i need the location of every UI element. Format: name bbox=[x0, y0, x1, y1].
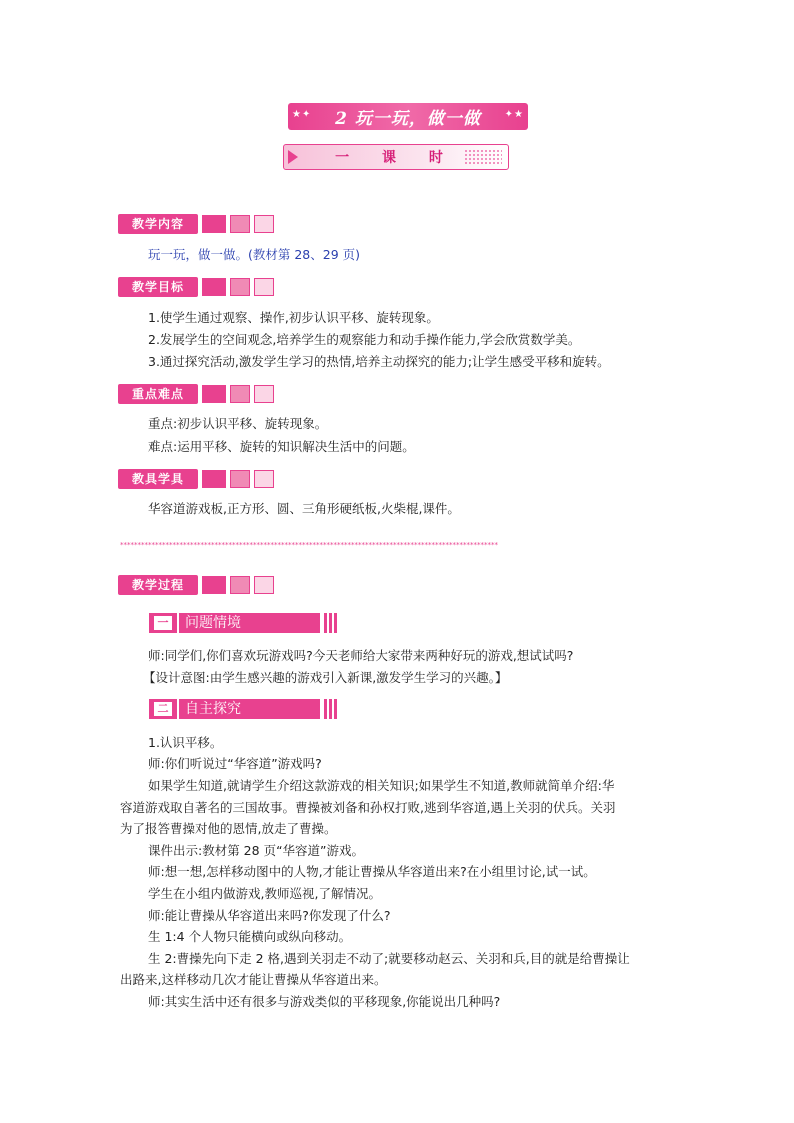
triangle-icon bbox=[288, 150, 298, 164]
stripe-decoration bbox=[322, 613, 337, 633]
decor-square bbox=[254, 385, 274, 403]
decor-square bbox=[202, 576, 226, 594]
section-label: 教学目标 bbox=[118, 277, 198, 297]
star-decoration-icon: ★✦ bbox=[292, 109, 312, 120]
star-decoration-icon: ✦★ bbox=[504, 109, 524, 120]
subsection-number: 一 bbox=[154, 616, 172, 630]
section-header-key bbox=[118, 383, 274, 404]
decor-square bbox=[202, 385, 226, 403]
dot-pattern-decoration bbox=[464, 149, 502, 165]
decor-square bbox=[230, 215, 250, 233]
stripe-decoration bbox=[322, 699, 337, 719]
subsection-header-1 bbox=[149, 613, 337, 633]
paragraph-line: 课件出示:教材第 28 页“华容道”游戏。 bbox=[148, 843, 365, 858]
section-label: 重点难点 bbox=[118, 384, 198, 404]
subsection-label: 问题情境 bbox=[179, 613, 320, 633]
goal-item: 3.通过探究活动,激发学生学习的热情,培养主动探究的能力;让学生感受平移和旋转。 bbox=[148, 354, 610, 369]
decor-square bbox=[230, 470, 250, 488]
paragraph-line: 生 1:4 个人物只能横向或纵向移动。 bbox=[148, 929, 352, 944]
paragraph-line: 为了报答曹操对他的恩情,放走了曹操。 bbox=[120, 821, 337, 836]
decor-square bbox=[254, 215, 274, 233]
paragraph-line: 师:同学们,你们喜欢玩游戏吗?今天老师给大家带来两种好玩的游戏,想试试吗? bbox=[148, 648, 574, 663]
decor-square bbox=[202, 215, 226, 233]
decor-square bbox=[230, 278, 250, 296]
decor-square bbox=[202, 278, 226, 296]
goal-item: 1.使学生通过观察、操作,初步认识平移、旋转现象。 bbox=[148, 310, 439, 325]
paragraph-line: 师:你们听说过“华容道”游戏吗? bbox=[148, 756, 322, 771]
section-header-content bbox=[118, 213, 274, 234]
decor-square bbox=[254, 470, 274, 488]
section-label: 教学内容 bbox=[118, 214, 198, 234]
decor-square bbox=[254, 576, 274, 594]
paragraph-line: 师:能让曹操从华容道出来吗?你发现了什么? bbox=[148, 908, 391, 923]
design-intent-line: 【设计意图:由学生感兴趣的游戏引入新课,激发学生学习的兴趣。】 bbox=[143, 670, 508, 685]
section-header-goals bbox=[118, 276, 274, 297]
section-label: 教学过程 bbox=[118, 575, 198, 595]
paragraph-line: 师:想一想,怎样移动图中的人物,才能让曹操从华容道出来?在小组里讨论,试一试。 bbox=[148, 864, 596, 879]
subsection-number: 二 bbox=[154, 702, 172, 716]
star-separator: ************************************************************************************************************ bbox=[120, 541, 498, 549]
key-item: 重点:初步认识平移、旋转现象。 bbox=[148, 416, 328, 431]
section-header-tools bbox=[118, 468, 274, 489]
key-item: 难点:运用平移、旋转的知识解决生活中的问题。 bbox=[148, 439, 415, 454]
decor-square bbox=[230, 576, 250, 594]
goal-item: 2.发展学生的空间观念,培养学生的观察能力和动手操作能力,学会欣赏数学美。 bbox=[148, 332, 581, 347]
content-text: 玩一玩，做一做。(教材第 28、29 页) bbox=[148, 247, 361, 262]
paragraph-line: 出路来,这样移动几次才能让曹操从华容道出来。 bbox=[120, 972, 387, 987]
decor-square bbox=[254, 278, 274, 296]
subsection-label: 自主探究 bbox=[179, 699, 320, 719]
lesson-label: 一 课 时 bbox=[335, 150, 457, 166]
subsection-number-box bbox=[149, 699, 177, 719]
paragraph-line: 容道游戏取自著名的三国故事。曹操被刘备和孙权打败,逃到华容道,遇上关羽的伏兵。关羽 bbox=[120, 800, 616, 815]
paragraph-line: 师:其实生活中还有很多与游戏类似的平移现象,你能说出几种吗? bbox=[148, 994, 501, 1009]
section-label: 教具学具 bbox=[118, 469, 198, 489]
decor-square bbox=[202, 470, 226, 488]
subsection-header-2 bbox=[149, 699, 337, 719]
title-banner bbox=[288, 103, 528, 130]
paragraph-line: 学生在小组内做游戏,教师巡视,了解情况。 bbox=[148, 886, 381, 901]
paragraph-line: 如果学生知道,就请学生介绍这款游戏的相关知识;如果学生不知道,教师就简单介绍:华 bbox=[148, 778, 615, 793]
paragraph-line: 生 2:曹操先向下走 2 格,遇到关羽走不动了;就要移动赵云、关羽和兵,目的就是给曹操让 bbox=[148, 951, 630, 966]
section-header-process bbox=[118, 574, 274, 595]
paragraph-line: 1.认识平移。 bbox=[148, 735, 223, 750]
decor-square bbox=[230, 385, 250, 403]
tools-text: 华容道游戏板,正方形、圆、三角形硬纸板,火柴棍,课件。 bbox=[148, 501, 460, 516]
subsection-number-box bbox=[149, 613, 177, 633]
lesson-banner bbox=[283, 144, 509, 170]
page-title: 2 玩一玩，做一做 bbox=[335, 109, 481, 129]
